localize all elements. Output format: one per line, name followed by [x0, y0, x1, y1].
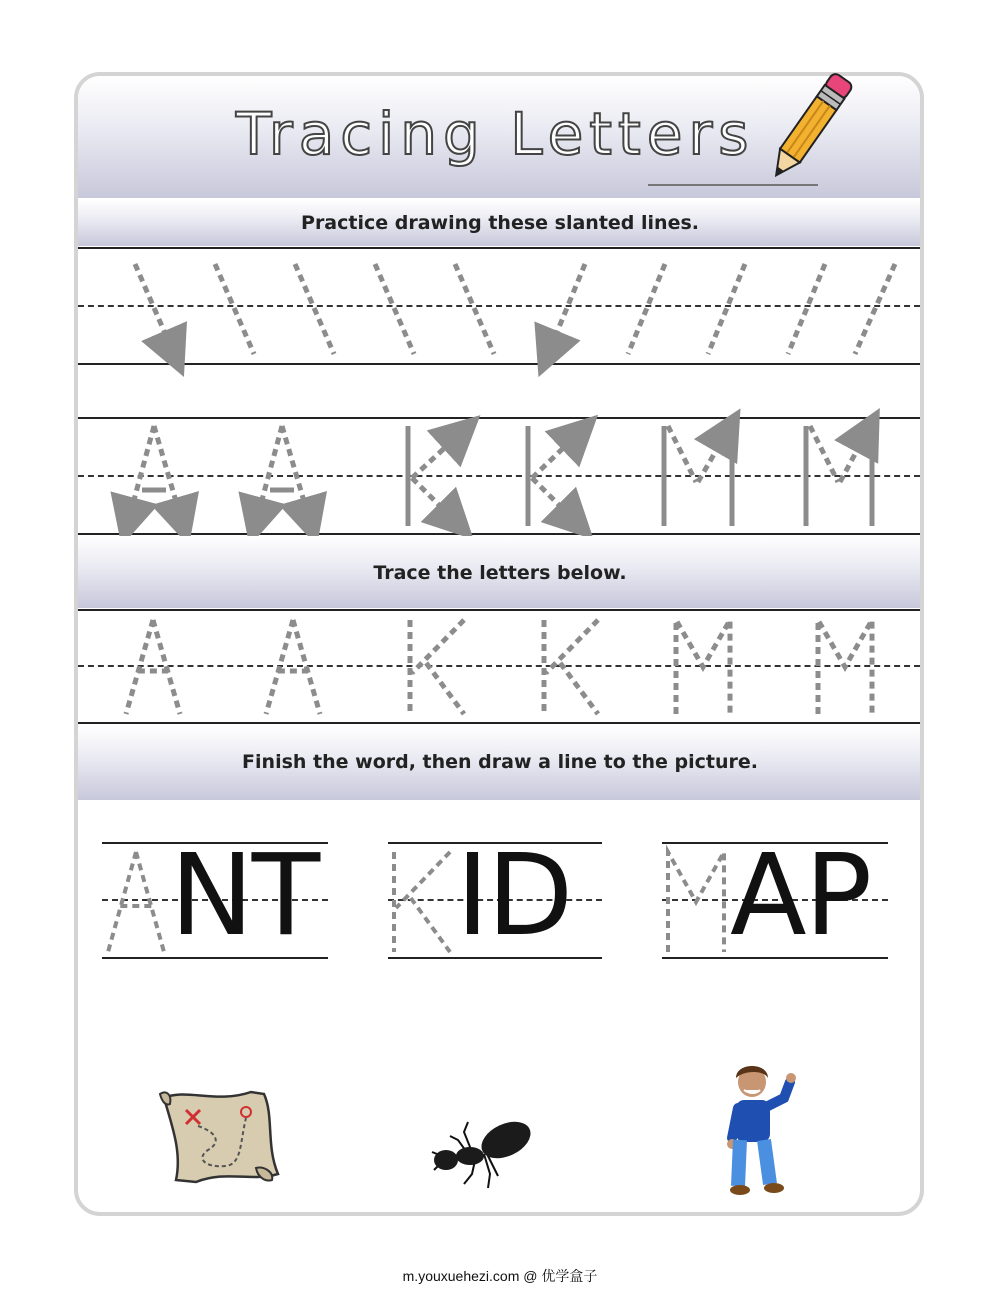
- finish-word-instruction: Finish the word, then draw a line to the picture.: [242, 751, 758, 773]
- dotted-letter-k: [534, 610, 608, 724]
- trace-letters-instruction: Trace the letters below.: [373, 562, 627, 584]
- treasure-map-picture[interactable]: [156, 1086, 286, 1186]
- pencil-icon: [760, 62, 860, 192]
- dotted-letter-a: [116, 610, 190, 724]
- slanted-lines-tracing: [0, 250, 1000, 380]
- slant-top-rule: [78, 247, 920, 249]
- word-completion: AP: [730, 831, 871, 961]
- dotted-letter-k: [400, 610, 474, 724]
- trace-bottom-rule: [78, 722, 920, 724]
- page-title: Tracing Letters: [236, 100, 755, 168]
- dotted-letter-m: [808, 610, 882, 724]
- dotted-letter-k: [384, 842, 460, 962]
- trace-mid-dash: [78, 665, 920, 667]
- dotted-letter-a: [256, 610, 330, 724]
- letter-stroke-guides: [0, 418, 1000, 548]
- slanted-lines-instruction: Practice drawing these slanted lines.: [301, 212, 699, 234]
- kid-picture[interactable]: [724, 1060, 814, 1200]
- trace-top-rule: [78, 609, 920, 611]
- word-completion: NT: [170, 831, 319, 961]
- dotted-letter-a: [98, 842, 174, 962]
- ant-picture[interactable]: [428, 1112, 538, 1192]
- dotted-letter-m: [666, 610, 740, 724]
- footer-credit: m.youxuehezi.com @ 优学盒子: [402, 1268, 598, 1284]
- word-completion: ID: [456, 831, 572, 961]
- dotted-letter-m: [658, 842, 734, 962]
